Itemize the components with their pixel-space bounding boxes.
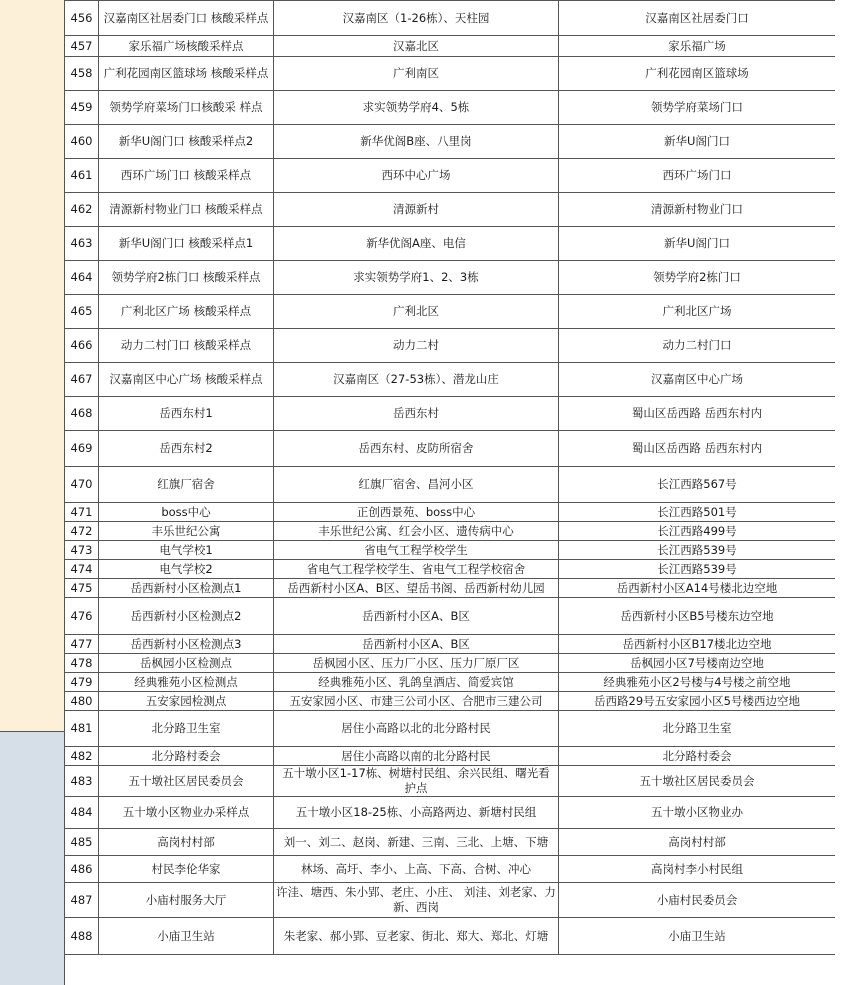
site-name-cell: 村民李伦华家 [99,856,274,883]
table-row [65,654,836,673]
group-cell-1 [0,0,65,732]
table-row [65,329,836,363]
group-cell-2 [0,732,65,985]
address-cell: 广利北区广场 [559,295,836,329]
address-cell: 蜀山区岳西路 岳西东村内 [559,431,836,467]
table-row [65,91,836,125]
address-cell: 长江西路539号 [559,541,836,560]
address-cell: 蜀山区岳西路 岳西东村内 [559,397,836,431]
row-number-cell: 482 [65,747,99,766]
row-number-cell: 458 [65,57,99,91]
site-name-cell: 广利北区广场 核酸采样点 [99,295,274,329]
coverage-area-cell: 广利北区 [274,295,559,329]
coverage-area-cell: 丰乐世纪公寓、红会小区、遗传病中心 [274,522,559,541]
row-number-cell: 478 [65,654,99,673]
address-cell: 汉嘉南区社居委门口 [559,1,836,36]
row-number-cell: 460 [65,125,99,159]
coverage-area-cell: 汉嘉北区 [274,36,559,57]
address-cell: 领势学府2栋门口 [559,261,836,295]
coverage-area-cell: 林场、高圩、李小、上高、下高、合树、冲心 [274,856,559,883]
row-number-cell: 468 [65,397,99,431]
address-cell: 高岗村村部 [559,829,836,856]
table-row [65,1,836,36]
table-row [65,797,836,829]
coverage-area-cell: 刘一、刘二、赵岗、新建、三南、三北、上塘、下塘 [274,829,559,856]
site-name-cell: 小庙村服务大厅 [99,883,274,918]
site-name-cell: 岳西东村2 [99,431,274,467]
table-row [65,918,836,955]
row-number-cell: 480 [65,692,99,711]
coverage-area-cell: 广利南区 [274,57,559,91]
address-cell: 新华U阁门口 [559,227,836,261]
coverage-area-cell: 省电气工程学校学生 [274,541,559,560]
address-cell: 长江西路539号 [559,560,836,579]
coverage-area-cell: 居住小高路以北的北分路村民 [274,711,559,747]
address-cell: 汉嘉南区中心广场 [559,363,836,397]
table-row [65,36,836,57]
address-cell: 长江西路499号 [559,522,836,541]
coverage-area-cell: 红旗厂宿舍、昌河小区 [274,467,559,503]
address-cell: 岳枫园小区7号楼南边空地 [559,654,836,673]
address-cell: 岳西路29号五安家园小区5号楼西边空地 [559,692,836,711]
row-number-cell: 472 [65,522,99,541]
row-number-cell: 476 [65,598,99,635]
site-name-cell: 北分路卫生室 [99,711,274,747]
address-cell: 广利花园南区篮球场 [559,57,836,91]
site-name-cell: 新华U阁门口 核酸采样点1 [99,227,274,261]
site-name-cell: 岳西新村小区检测点3 [99,635,274,654]
row-number-cell: 467 [65,363,99,397]
site-name-cell: 红旗厂宿舍 [99,467,274,503]
row-number-cell: 464 [65,261,99,295]
coverage-area-cell: 岳西新村小区A、B区、望岳书阁、岳西新村幼儿园 [274,579,559,598]
table-row [65,159,836,193]
table-row [65,397,836,431]
site-name-cell: 五十墩小区物业办采样点 [99,797,274,829]
coverage-area-cell: 新华优阁B座、八里岗 [274,125,559,159]
address-cell: 高岗村李小村民组 [559,856,836,883]
table-row [65,747,836,766]
coverage-area-cell: 西环中心广场 [274,159,559,193]
table-row [65,431,836,467]
site-name-cell: 西环广场门口 核酸采样点 [99,159,274,193]
row-number-cell: 465 [65,295,99,329]
address-cell: 小庙村民委员会 [559,883,836,918]
address-cell: 经典雅苑小区2号楼与4号楼之前空地 [559,673,836,692]
coverage-area-cell: 清源新村 [274,193,559,227]
coverage-area-cell: 岳西新村小区A、B区 [274,598,559,635]
coverage-area-cell: 岳西东村、皮防所宿舍 [274,431,559,467]
coverage-area-cell: 求实领势学府1、2、3栋 [274,261,559,295]
address-cell: 五十墩社区居民委员会 [559,766,836,797]
row-number-cell: 483 [65,766,99,797]
row-number-cell: 462 [65,193,99,227]
coverage-area-cell: 朱老家、郝小郢、豆老家、街北、郑大、郑北、灯塘 [274,918,559,955]
row-number-cell: 484 [65,797,99,829]
site-name-cell: 新华U阁门口 核酸采样点2 [99,125,274,159]
table-row [65,295,836,329]
table-row [65,125,836,159]
row-number-cell: 463 [65,227,99,261]
table-row [65,692,836,711]
row-number-cell: 461 [65,159,99,193]
site-name-cell: 领势学府菜场门口核酸采 样点 [99,91,274,125]
coverage-area-cell: 经典雅苑小区、乳鸽皇酒店、简爱宾馆 [274,673,559,692]
row-number-cell: 474 [65,560,99,579]
row-number-cell: 456 [65,1,99,36]
table-row [65,829,836,856]
site-name-cell: 岳枫园小区检测点 [99,654,274,673]
row-number-cell: 487 [65,883,99,918]
address-cell: 岳西新村小区B17楼北边空地 [559,635,836,654]
coverage-area-cell: 岳西东村 [274,397,559,431]
table-row [65,261,836,295]
site-name-cell: 电气学校1 [99,541,274,560]
table-row [65,363,836,397]
table-row [65,541,836,560]
site-name-cell: 五安家园检测点 [99,692,274,711]
site-name-cell: 北分路村委会 [99,747,274,766]
table-row [65,856,836,883]
row-number-cell: 470 [65,467,99,503]
table-row [65,522,836,541]
coverage-area-cell: 新华优阁A座、电信 [274,227,559,261]
address-cell: 新华U阁门口 [559,125,836,159]
site-name-cell: 小庙卫生站 [99,918,274,955]
coverage-area-cell: 动力二村 [274,329,559,363]
site-name-cell: 岳西新村小区检测点2 [99,598,274,635]
row-number-cell: 469 [65,431,99,467]
site-name-cell: 经典雅苑小区检测点 [99,673,274,692]
coverage-area-cell: 五十墩小区1-17栋、树塘村民组、余兴民组、曙光看 护点 [274,766,559,797]
site-name-cell: boss中心 [99,503,274,522]
site-name-cell: 丰乐世纪公寓 [99,522,274,541]
table-row [65,579,836,598]
site-name-cell: 领势学府2栋门口 核酸采样点 [99,261,274,295]
address-cell: 五十墩小区物业办 [559,797,836,829]
coverage-area-cell: 五十墩小区18-25栋、小高路两边、新塘村民组 [274,797,559,829]
address-cell: 岳西新村小区A14号楼北边空地 [559,579,836,598]
row-number-cell: 471 [65,503,99,522]
row-number-cell: 485 [65,829,99,856]
address-cell: 小庙卫生站 [559,918,836,955]
coverage-area-cell: 岳西新村小区A、B区 [274,635,559,654]
address-cell: 西环广场门口 [559,159,836,193]
table-row [65,711,836,747]
address-cell: 北分路卫生室 [559,711,836,747]
address-cell: 长江西路567号 [559,467,836,503]
site-name-cell: 汉嘉南区社居委门口 核酸采样点 [99,1,274,36]
table-row [65,673,836,692]
row-number-cell: 475 [65,579,99,598]
row-number-cell: 466 [65,329,99,363]
row-number-cell: 486 [65,856,99,883]
coverage-area-cell: 五安家园小区、市建三公司小区、合肥市三建公司 [274,692,559,711]
coverage-area-cell: 岳枫园小区、压力厂小区、压力厂原厂区 [274,654,559,673]
table-row [65,57,836,91]
site-name-cell: 家乐福广场核酸采样点 [99,36,274,57]
row-number-cell: 481 [65,711,99,747]
table-row [65,227,836,261]
coverage-area-cell: 汉嘉南区（1-26栋）、天柱园 [274,1,559,36]
address-cell: 北分路村委会 [559,747,836,766]
coverage-area-cell: 正创西景苑、boss中心 [274,503,559,522]
sampling-sites-table [64,0,836,955]
coverage-area-cell: 居住小高路以南的北分路村民 [274,747,559,766]
address-cell: 长江西路501号 [559,503,836,522]
address-cell: 动力二村门口 [559,329,836,363]
address-cell: 岳西新村小区B5号楼东边空地 [559,598,836,635]
site-name-cell: 清源新村物业门口 核酸采样点 [99,193,274,227]
address-cell: 清源新村物业门口 [559,193,836,227]
row-number-cell: 457 [65,36,99,57]
row-number-cell: 473 [65,541,99,560]
site-name-cell: 广利花园南区篮球场 核酸采样点 [99,57,274,91]
site-name-cell: 五十墩社区居民委员会 [99,766,274,797]
site-name-cell: 岳西东村1 [99,397,274,431]
coverage-area-cell: 省电气工程学校学生、省电气工程学校宿舍 [274,560,559,579]
table-row [65,503,836,522]
site-name-cell: 动力二村门口 核酸采样点 [99,329,274,363]
site-name-cell: 汉嘉南区中心广场 核酸采样点 [99,363,274,397]
address-cell: 家乐福广场 [559,36,836,57]
coverage-area-cell: 求实领势学府4、5栋 [274,91,559,125]
table-row [65,635,836,654]
table-row [65,467,836,503]
table-row [65,193,836,227]
coverage-area-cell: 汉嘉南区（27-53栋）、潜龙山庄 [274,363,559,397]
row-number-cell: 459 [65,91,99,125]
site-name-cell: 岳西新村小区检测点1 [99,579,274,598]
address-cell: 领势学府菜场门口 [559,91,836,125]
site-name-cell: 高岗村村部 [99,829,274,856]
coverage-area-cell: 许洼、塘西、朱小郢、老庄、小庄、 刘洼、刘老家、力新、西岗 [274,883,559,918]
table-row [65,560,836,579]
table-row [65,883,836,918]
table-row [65,766,836,797]
page-margin [835,0,843,985]
site-name-cell: 电气学校2 [99,560,274,579]
row-number-cell: 479 [65,673,99,692]
row-number-cell: 477 [65,635,99,654]
table-row [65,598,836,635]
row-number-cell: 488 [65,918,99,955]
